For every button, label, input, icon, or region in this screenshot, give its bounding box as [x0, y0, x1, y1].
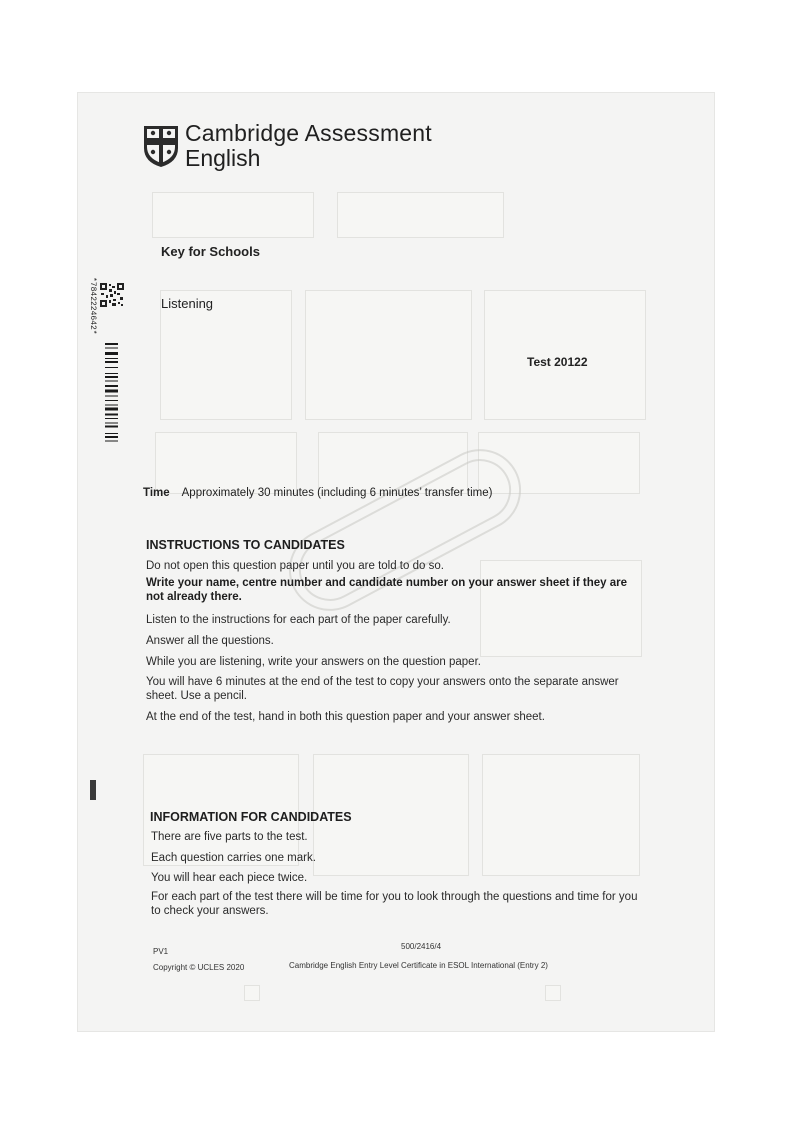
logo-wordmark — [185, 122, 432, 170]
logo-line-2: English — [185, 145, 261, 171]
barcode-bar — [105, 348, 118, 349]
barcode-bar — [105, 423, 118, 424]
barcode-bar — [105, 396, 118, 397]
instructions-heading: INSTRUCTIONS TO CANDIDATES — [146, 538, 345, 552]
barcode-bar — [105, 433, 118, 434]
instruction-item: While you are listening, write your answers on the question paper. — [146, 656, 481, 668]
paper-title: Listening — [161, 296, 214, 311]
instruction-item: You will have 6 minutes at the end of the test to copy your answers onto the separate answer sheet. Use a pencil. — [146, 676, 619, 702]
barcode-bar — [105, 373, 118, 374]
barcode-bar — [105, 418, 118, 419]
instruction-item: Write your name, centre number and candidate number on your answer sheet if they are not already there. — [146, 577, 627, 603]
barcode-bar — [105, 352, 118, 355]
qr-code-icon — [100, 283, 124, 307]
time-label: Time — [143, 487, 170, 499]
instruction-item: Answer all the questions. — [146, 635, 274, 647]
barcode-bar — [105, 426, 118, 428]
footer-copyright: Copyright © UCLES 2020 — [153, 963, 245, 972]
barcode-bar — [105, 376, 118, 378]
barcode-bar — [105, 343, 118, 345]
barcode-bar — [105, 400, 118, 401]
footer-code: PV1 — [153, 947, 169, 956]
barcode-bar — [105, 436, 118, 438]
footer-certificate: Cambridge English Entry Level Certificate in ESOL International (Entry 2) — [289, 961, 548, 970]
exam-title: Key for Schools — [161, 244, 260, 259]
barcode-digits: *7842224642* — [88, 277, 97, 335]
barcode-bar — [105, 441, 118, 442]
scan-edge-mark — [90, 780, 96, 800]
barcode-icon — [88, 277, 119, 475]
test-number: Test 20122 — [527, 355, 588, 369]
barcode-bar — [105, 405, 118, 406]
logo-line-1: Cambridge Assessment — [185, 120, 432, 146]
information-item: Each question carries one mark. — [151, 852, 316, 864]
information-item: There are five parts to the test. — [151, 831, 308, 843]
information-item: For each part of the test there will be time for you to look through the questions and time for you to check your answers. — [151, 891, 638, 917]
barcode-bar — [105, 414, 118, 416]
barcode-bar — [105, 385, 118, 387]
information-heading: INFORMATION FOR CANDIDATES — [150, 810, 352, 824]
barcode-bar — [105, 408, 118, 411]
instruction-item: Do not open this question paper until you are told to do so. — [146, 560, 444, 572]
instruction-item: At the end of the test, hand in both this question paper and your answer sheet. — [146, 711, 545, 723]
time-row — [143, 487, 492, 499]
instruction-item: Listen to the instructions for each part of the paper carefully. — [146, 614, 451, 626]
barcode-bar — [105, 358, 118, 359]
footer-paper-code: 500/2416/4 — [401, 942, 442, 951]
barcode-bar — [105, 390, 118, 393]
barcode-bar — [105, 381, 118, 382]
information-item: You will hear each piece twice. — [151, 872, 308, 884]
time-text: Approximately 30 minutes (including 6 minutes’ transfer time) — [181, 487, 493, 499]
barcode-bar — [105, 361, 118, 363]
barcode-bar — [105, 367, 118, 368]
cambridge-crest-icon — [142, 124, 180, 168]
